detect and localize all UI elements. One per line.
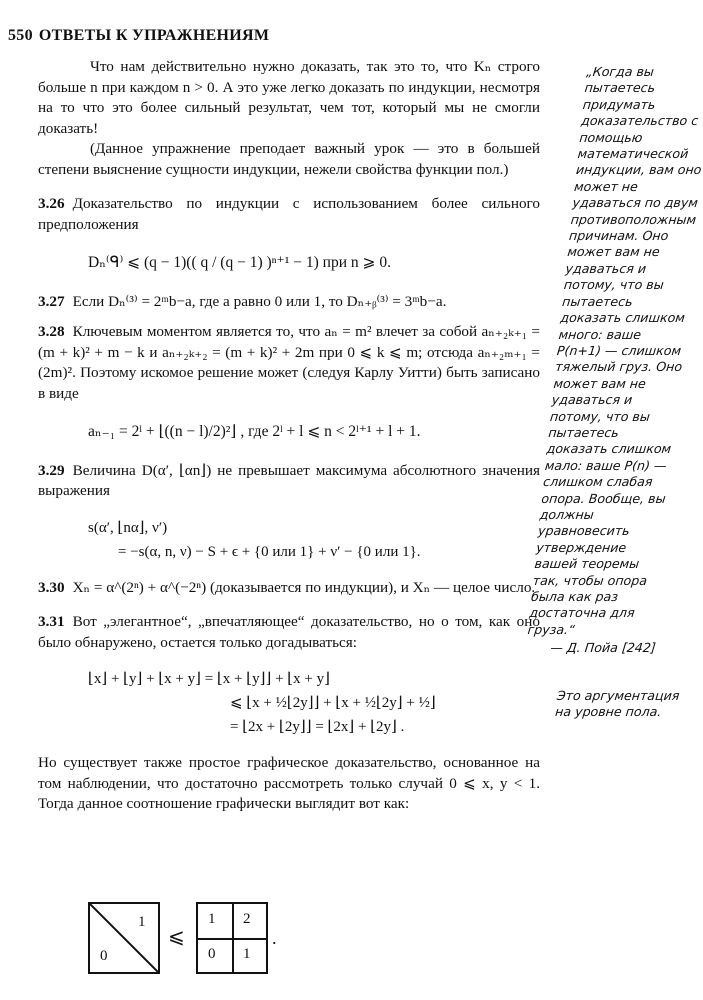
formula-line: = ⌊2x + ⌊2y⌋⌋ = ⌊2x⌋ + ⌊2y⌋ . (230, 719, 405, 735)
exercise-number: 3.30 (38, 578, 65, 596)
exercise-number: 3.28 (38, 323, 65, 340)
exercise-3-26 (38, 194, 540, 235)
exercise-text: Величина D(α′, ⌊αn⌋) не превышает максимума абсолютного значения выражения (38, 461, 540, 499)
grid-cell-top-right: 2 (243, 911, 251, 927)
cell-lower: 0 (100, 948, 108, 964)
sidenote-text: „Когда вы пытаетесь придумать доказательство с помощью математической индукции, вам оно может не удаваться по двум противоположным причинам. Оно может вам не удаваться и потому, что вы пытаетесь доказать слишком много: ваше P(n+1) — слишком тяжелый груз. Оно может вам не удаваться и потому, что вы пытаетесь доказать слишком мало: ваше P(n) — слишком слабая опора. Вообще, вы должны уравновесить утверждение вашей теоремы так, чтобы опора была как раз достаточна для груза.“ (526, 64, 703, 637)
diagonal-square (88, 902, 160, 974)
exercise-number: 3.31 (38, 613, 65, 630)
exercise-3-29 (38, 461, 540, 502)
formula-3-29 (88, 516, 540, 564)
page-number: 550 (8, 27, 33, 44)
exercise-number: 3.29 (38, 461, 65, 479)
paragraph-1: Что нам действительно нужно доказать, так это то, что Kₙ строго больше n при каждом n > 0. А это уже легко доказать по индукции, несмотря на то что это более сильный результат, чем тот, который мы не смогли доказать! (38, 58, 540, 137)
formula-line: ⩽ ⌊x + ½⌊2y⌋⌋ + ⌊x + ½⌊2y⌋ + ½⌋ (230, 695, 436, 711)
grid-square (196, 902, 268, 974)
paragraph-3-31-continued: Но существует также простое графическое доказательство, основанное на том наблюдении, что достаточно рассмотреть только случай 0 ⩽ x, y < 1. Тогда данное соотношение графически выглядит вот как: (38, 754, 540, 812)
exercise-text: Ключевым моментом является то, что aₙ = m² влечет за собой aₙ₊₂ₖ₊₁ = (m + k)² + m − k и aₙ₊₂ₖ₊₂ = (m + k)² + 2m при 0 ⩽ k ⩽ m; отсюда aₙ₊₂ₘ₊₁ = (2m)². Поэтому искомое решение может (следуя Карлу Уитти) быть записано в виде (38, 323, 540, 402)
sidenote-text: Это аргументация на уровне пола. (554, 688, 681, 720)
paragraph-2: (Данное упражнение преподает важный урок — это в большей степени выяснение сущности индукции, нежели свойства функции пол.) (38, 140, 540, 178)
exercise-3-28 (38, 322, 540, 404)
cell-upper: 1 (138, 914, 146, 930)
formula-3-28: aₙ₋₁ = 2ˡ + ⌊((n − l)/2)²⌋ , где 2ˡ + l ⩽ n < 2ˡ⁺¹ + l + 1. (88, 423, 421, 440)
exercise-text: Доказательство по индукции с использованием более сильного предположения (38, 195, 540, 233)
formula-line: s(α′, ⌊nα⌋, ν′) (88, 519, 168, 536)
sidenote-floor-pun (554, 688, 687, 721)
exercise-number: 3.27 (38, 292, 65, 310)
formula-line: ⌊x⌋ + ⌊y⌋ + ⌊x + y⌋ = ⌊x + ⌊y⌋⌋ + ⌊x + y⌋ (88, 671, 330, 687)
grid-cell-bottom-right: 1 (243, 946, 251, 962)
grid-cell-top-left: 1 (208, 911, 216, 927)
page-title: ОТВЕТЫ К УПРАЖНЕНИЯМ (38, 27, 270, 44)
exercise-number: 3.26 (38, 195, 65, 212)
formula-3-31 (88, 667, 540, 739)
exercise-3-27 (38, 292, 540, 313)
formula-line: = −s(α, n, ν) − S + ϵ + {0 или 1} + ν′ − {0 или 1}. (118, 543, 421, 560)
exercise-text: Xₙ = α^(2ⁿ) + α^(−2ⁿ) (доказывается по индукции), и Xₙ — целое число. (72, 578, 536, 596)
sidenote-polya-quote (525, 64, 703, 657)
relation-symbol: ⩽ (168, 926, 185, 948)
exercise-text: Вот „элегантное“, „впечатляющее“ доказательство, но о том, как оно было обнаружено, остается только догадываться: (38, 613, 540, 651)
formula-3-26: Dₙ⁽ᑫ⁾ ⩽ (q − 1)(( q / (q − 1) )ⁿ⁺¹ − 1) при n ⩾ 0. (88, 254, 391, 271)
exercise-3-31 (38, 612, 540, 653)
exercise-3-30 (38, 578, 540, 599)
grid-cell-bottom-left: 0 (208, 946, 216, 962)
end-period: . (272, 928, 277, 948)
running-header (8, 27, 269, 45)
exercise-text: Если Dₙ⁽³⁾ = 2ᵐb−a, где a равно 0 или 1, то Dₙ₊ᵦ⁽³⁾ = 3ᵐb−a. (72, 292, 447, 310)
sidenote-attribution: — Д. Пойа [242] (549, 640, 657, 656)
main-text (38, 57, 540, 815)
